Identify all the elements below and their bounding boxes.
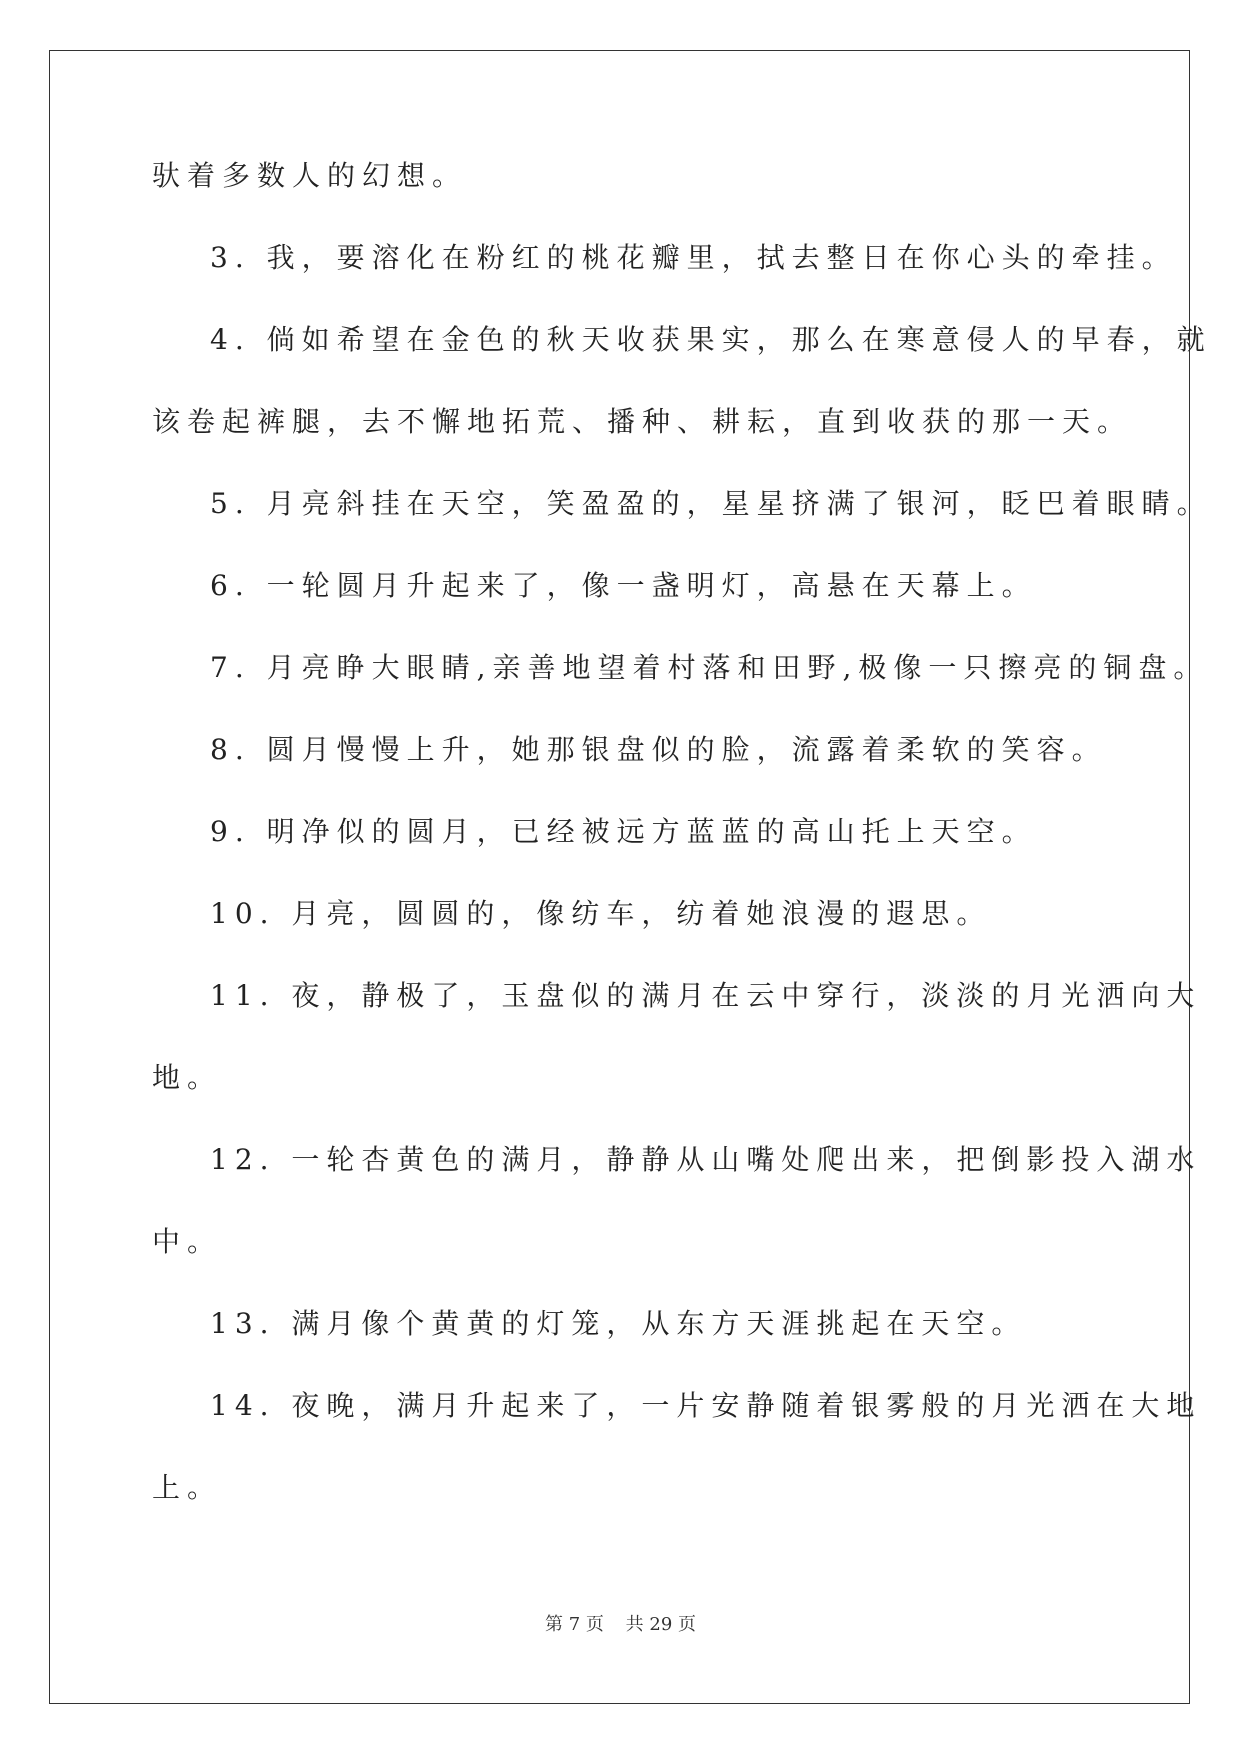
page-footer	[0, 1610, 1241, 1636]
text-line: 8. 圆月慢慢上升，她那银盘似的脸，流露着柔软的笑容。	[210, 733, 1107, 766]
text-line: 12. 一轮杏黄色的满月，静静从山嘴处爬出来，把倒影投入湖水	[210, 1143, 1202, 1176]
page-total: 共 29 页	[625, 1614, 696, 1635]
text-line: 10. 月亮，圆圆的，像纺车，纺着她浪漫的遐思。	[210, 897, 992, 930]
text-line: 3. 我，要溶化在粉红的桃花瓣里，拭去整日在你心头的牵挂。	[210, 241, 1177, 274]
text-line: 11. 夜，静极了，玉盘似的满月在云中穿行，淡淡的月光洒向大	[210, 979, 1202, 1012]
text-line: 13. 满月像个黄黄的灯笼，从东方天涯挑起在天空。	[210, 1307, 1027, 1340]
text-line: 驮着多数人的幻想。	[152, 159, 468, 192]
text-line: 14. 夜晚，满月升起来了，一片安静随着银雾般的月光洒在大地	[210, 1389, 1202, 1422]
text-line: 地。	[152, 1061, 223, 1094]
page-number: 第 7 页	[545, 1614, 604, 1635]
page-border	[49, 50, 1190, 1704]
text-line: 5. 月亮斜挂在天空，笑盈盈的，星星挤满了银河，眨巴着眼睛。	[210, 487, 1212, 520]
text-line: 中。	[152, 1225, 223, 1258]
text-line: 4. 倘如希望在金色的秋天收获果实，那么在寒意侵人的早春，就	[210, 323, 1212, 356]
text-line: 上。	[152, 1471, 223, 1504]
text-line: 7. 月亮睁大眼睛,亲善地望着村落和田野,极像一只擦亮的铜盘。	[210, 651, 1209, 684]
text-line: 该卷起裤腿，去不懈地拓荒、播种、耕耘，直到收获的那一天。	[152, 405, 1133, 438]
text-line: 6. 一轮圆月升起来了，像一盏明灯，高悬在天幕上。	[210, 569, 1037, 602]
text-line: 9. 明净似的圆月，已经被远方蓝蓝的高山托上天空。	[210, 815, 1037, 848]
